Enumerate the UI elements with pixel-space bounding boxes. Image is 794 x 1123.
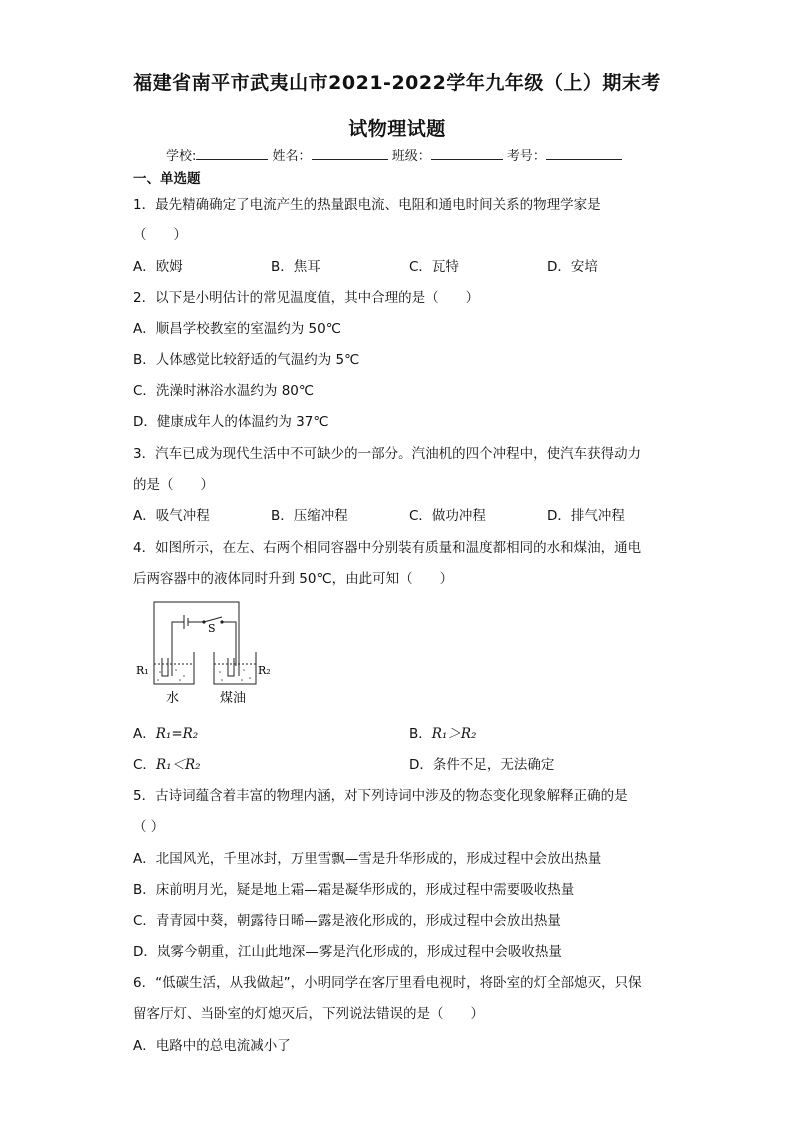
q5-stem-line1: 5．古诗词蕴含着丰富的物理内涵，对下列诗词中涉及的物态变化现象解释正确的是 (133, 788, 628, 804)
q4-stem-line1: 4．如图所示，在左、右两个相同容器中分别装有质量和温度都相同的水和煤油，通电 (133, 540, 642, 556)
q5-stem-line2: （ ） (133, 819, 165, 835)
q2-stem: 2．以下是小明估计的常见温度值，其中合理的是（ ） (133, 290, 480, 306)
liquid-dot (249, 677, 251, 679)
q1-option-b[interactable]: B．焦耳 (271, 259, 321, 275)
q2-option-b[interactable]: B．人体感觉比较舒适的气温约为 5℃ (133, 352, 360, 368)
right-container (214, 652, 256, 684)
resistor-r1 (162, 658, 168, 676)
q4-option-b[interactable] (409, 722, 476, 742)
oil-label: 煤油 (220, 691, 247, 706)
q5-option-c[interactable]: C．青青园中葵，朝露待日晞—露是液化形成的，形成过程中会放出热量 (133, 913, 561, 929)
q2-option-d[interactable]: D．健康成年人的体温约为 37℃ (133, 414, 329, 430)
q4-option-c[interactable] (133, 753, 201, 773)
q2-option-c[interactable]: C．洗澡时淋浴水温约为 80℃ (133, 383, 315, 399)
left-container (154, 652, 194, 684)
exam-title-line2: 试物理试题 (348, 118, 446, 140)
class-label: 班级： (391, 149, 431, 164)
q3-stem-line2: 的是（ ） (133, 477, 214, 493)
name-label: 姓名： (272, 149, 312, 164)
q1-stem-line1: 1．最先精确确定了电流产生的热量跟电流、电阻和通电时间关系的物理学家是 (133, 197, 601, 213)
student-info-row (166, 145, 622, 164)
liquid-dot (241, 679, 243, 681)
class-blank[interactable] (431, 147, 503, 160)
q3-option-b[interactable]: B．压缩冲程 (271, 508, 348, 524)
number-blank[interactable] (546, 147, 622, 160)
q4-option-a[interactable] (133, 722, 198, 742)
liquid-dot (179, 679, 181, 681)
number-label: 考号： (506, 149, 546, 164)
liquid-dot (243, 669, 245, 671)
switch-pivot (202, 620, 205, 623)
circuit-wire-inner (172, 622, 184, 666)
circuit-figure (134, 598, 274, 710)
resistor-r2 (228, 658, 234, 676)
q4-option-c-prefix: C． (133, 757, 156, 773)
school-label: 学校: (166, 149, 197, 164)
liquid-dot (219, 671, 221, 673)
q1-option-a[interactable]: A．欧姆 (133, 259, 183, 275)
circuit-wire-outer (154, 602, 239, 668)
water-label: 水 (166, 691, 180, 706)
q5-option-a[interactable]: A．北国风光，千里冰封，万里雪飘—雪是升华形成的，形成过程中会放出热量 (133, 851, 602, 867)
q1-option-c[interactable]: C．瓦特 (409, 259, 459, 275)
q6-stem-line1: 6．“低碳生活，从我做起”，小明同学在客厅里看电视时，将卧室的灯全部熄灭，只保 (133, 975, 642, 991)
liquid-dot (221, 679, 223, 681)
liquid-dot (175, 669, 177, 671)
q4-option-a-text: R₁=R₂ (155, 726, 199, 742)
liquid-dot (159, 671, 161, 673)
q4-option-b-text: R₁＞R₂ (431, 726, 477, 742)
q1-option-d[interactable]: D．安培 (547, 259, 598, 275)
r1-label: R₁ (136, 664, 149, 677)
exam-title-line1: 福建省南平市武夷山市2021-2022学年九年级（上）期末考 (133, 72, 661, 94)
switch-contact (220, 620, 223, 623)
q6-option-a[interactable]: A．电路中的总电流减小了 (133, 1038, 291, 1054)
q4-option-b-prefix: B． (409, 726, 432, 742)
q2-option-a[interactable]: A．顺昌学校教室的室温约为 50℃ (133, 321, 341, 337)
q3-stem-line1: 3．汽车已成为现代生活中不可缺少的一部分。汽油机的四个冲程中，使汽车获得动力 (133, 446, 642, 462)
q3-option-c[interactable]: C．做功冲程 (409, 508, 486, 524)
q4-stem-line2: 后两容器中的液体同时升到 50℃，由此可知（ ） (133, 571, 454, 587)
q5-option-b[interactable]: B．床前明月光，疑是地上霜—霜是凝华形成的，形成过程中需要吸收热量 (133, 882, 575, 898)
liquid-dot (157, 679, 159, 681)
liquid-dot (183, 675, 185, 677)
section-heading: 一、单选题 (133, 171, 201, 187)
switch-label: S (208, 622, 216, 635)
q4-option-d[interactable]: D．条件不足，无法确定 (409, 757, 555, 773)
q4-option-a-prefix: A． (133, 726, 156, 742)
q3-option-d[interactable]: D．排气冲程 (547, 508, 625, 524)
r2-label: R₂ (258, 664, 271, 677)
name-blank[interactable] (312, 147, 388, 160)
q3-option-a[interactable]: A．吸气冲程 (133, 508, 210, 524)
q5-option-d[interactable]: D．岚雾今朝重，江山此地深—雾是汽化形成的，形成过程中会吸收热量 (133, 944, 562, 960)
q4-option-c-text: R₁＜R₂ (155, 757, 201, 773)
q6-stem-line2: 留客厅灯、当卧室的灯熄灭后，下列说法错误的是（ ） (133, 1006, 484, 1022)
q1-stem-line2: （ ） (133, 227, 187, 243)
school-blank[interactable] (196, 147, 268, 160)
